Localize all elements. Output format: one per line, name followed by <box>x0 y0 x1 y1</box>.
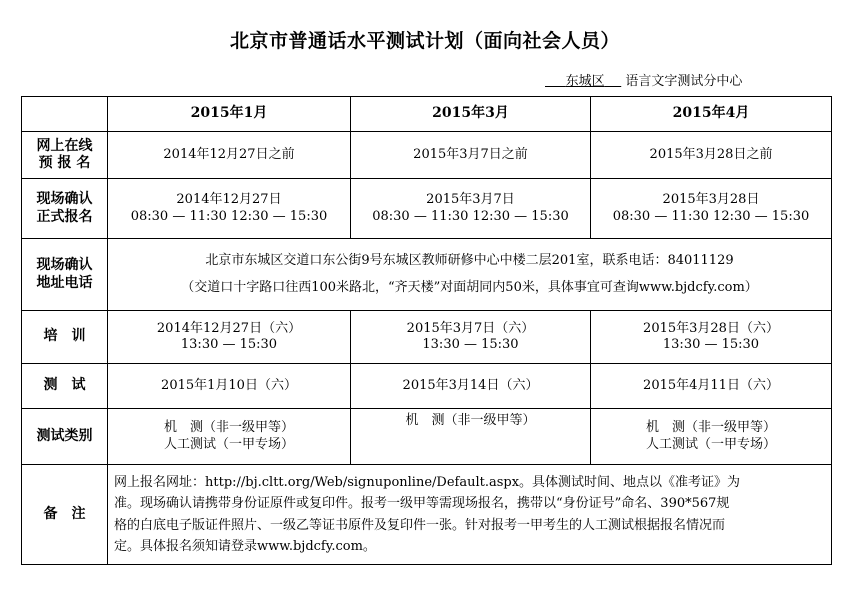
column-header: 2015年3月 <box>351 97 591 132</box>
test-type-row <box>22 409 832 465</box>
onsite-registration-row <box>22 179 832 239</box>
remarks-cell: 网上报名网址：http://bj.cltt.org/Web/signuponline/Default.aspx。具体测试时间、地点以《准考证》为 准。现场确认请携带身份证原件或复印件。报考一级甲等需现场报名，携带以“身份证号”命名、390*567规 格的白底电子版证件照片、一级乙等证书原件及复印件一张。针对报考一甲考生的人工测试根据报名情况而 定。具体报名须知请登录www.bjdcfy.com。 <box>108 465 832 565</box>
training-row <box>22 311 832 364</box>
center-name: 语言文字测试分中心 <box>625 74 743 89</box>
row-label: 测 试 <box>22 364 108 409</box>
test-row <box>22 364 832 409</box>
table-cell: 机 测（非一级甲等） 人工测试（一甲专场） <box>591 409 832 465</box>
online-prereg-row <box>22 132 832 179</box>
table-cell: 机 测（非一级甲等） <box>351 409 591 465</box>
column-header: 2015年4月 <box>591 97 832 132</box>
header-row <box>22 97 832 132</box>
page-title: 北京市普通话水平测试计划（面向社会人员） <box>229 30 620 52</box>
table-cell: 2015年3月14日（六） <box>351 364 591 409</box>
district-name: 东城区 <box>565 74 605 89</box>
row-label: 备 注 <box>22 465 108 565</box>
row-label: 培 训 <box>22 311 108 364</box>
table-cell: 2015年3月7日 08:30 — 11:30 12:30 — 15:30 <box>351 179 591 239</box>
organizer-line <box>545 70 742 89</box>
table-cell: 机 测（非一级甲等） 人工测试（一甲专场） <box>108 409 351 465</box>
remarks-row <box>22 465 832 565</box>
table-cell: 2014年12月27日之前 <box>108 132 351 179</box>
schedule-table <box>21 96 832 565</box>
address-row <box>22 239 832 311</box>
table-cell: 2015年1月10日（六） <box>108 364 351 409</box>
row-label: 现场确认 地址电话 <box>22 239 108 311</box>
table-cell: 2015年3月7日之前 <box>351 132 591 179</box>
table-cell: 2015年4月11日（六） <box>591 364 832 409</box>
table-cell: 2014年12月27日（六） 13:30 — 15:30 <box>108 311 351 364</box>
address-cell: 北京市东城区交道口东公街9号东城区教师研修中心中楼二层201室，联系电话：84011129 （交道口十字路口往西100米路北，“齐天楼”对面胡同内50米，具体事宜可查询www.bjdcfy.com） <box>108 239 832 311</box>
column-header: 2015年1月 <box>108 97 351 132</box>
table-cell: 2015年3月28日（六） 13:30 — 15:30 <box>591 311 832 364</box>
table-cell: 2015年3月28日 08:30 — 11:30 12:30 — 15:30 <box>591 179 832 239</box>
corner-cell <box>22 97 108 132</box>
table-cell: 2014年12月27日 08:30 — 11:30 12:30 — 15:30 <box>108 179 351 239</box>
row-label: 测试类别 <box>22 409 108 465</box>
table-cell: 2015年3月7日（六） 13:30 — 15:30 <box>351 311 591 364</box>
row-label: 网上在线 预 报 名 <box>22 132 108 179</box>
table-cell: 2015年3月28日之前 <box>591 132 832 179</box>
row-label: 现场确认 正式报名 <box>22 179 108 239</box>
